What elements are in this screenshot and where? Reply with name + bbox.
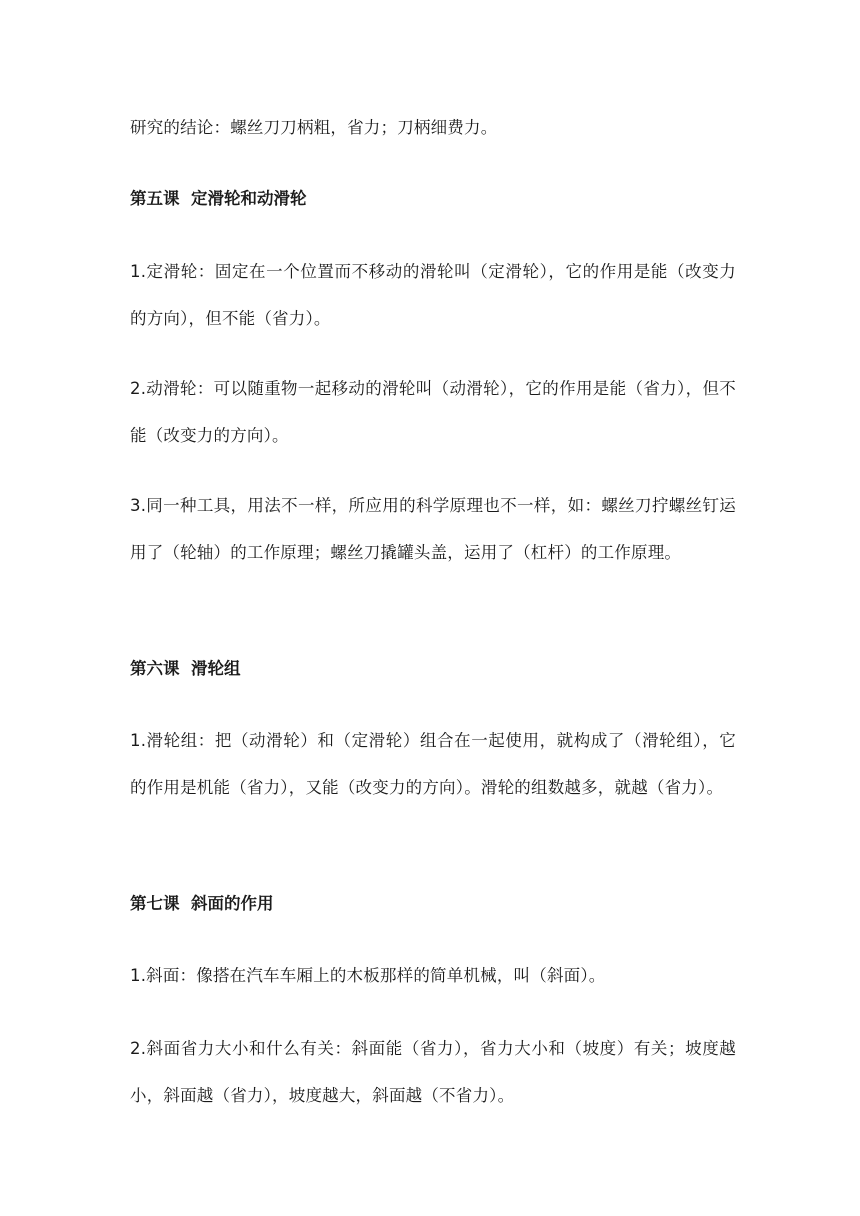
paragraph-fixed-pulley: 1.定滑轮：固定在一个位置而不移动的滑轮叫（定滑轮），它的作用是能（改变力的方向），但不能（省力）。 [130, 262, 736, 328]
paragraph-conclusion: 研究的结论：螺丝刀刀柄粗，省力；刀柄细费力。 [130, 118, 498, 137]
paragraph-inclined-plane-force: 2.斜面省力大小和什么有关：斜面能（省力），省力大小和（坡度）有关；坡度越小，斜面越（省力），坡度越大，斜面越（不省力）。 [130, 1039, 736, 1105]
paragraph-movable-pulley: 2.动滑轮：可以随重物一起移动的滑轮叫（动滑轮），它的作用是能（省力），但不能（改变力的方向）。 [130, 379, 736, 445]
heading-lesson-7: 第七课 斜面的作用 [130, 894, 274, 913]
paragraph-same-tool: 3.同一种工具，用法不一样，所应用的科学原理也不一样，如：螺丝刀拧螺丝钉运用了（轮轴）的工作原理；螺丝刀撬罐头盖，运用了（杠杆）的工作原理。 [130, 496, 736, 562]
paragraph-pulley-block: 1.滑轮组：把（动滑轮）和（定滑轮）组合在一起使用，就构成了（滑轮组），它的作用是机能（省力），又能（改变力的方向）。滑轮的组数越多，就越（省力）。 [130, 731, 736, 797]
heading-lesson-5: 第五课 定滑轮和动滑轮 [130, 189, 307, 208]
heading-lesson-6: 第六课 滑轮组 [130, 659, 241, 678]
paragraph-inclined-plane: 1.斜面：像搭在汽车车厢上的木板那样的简单机械，叫（斜面）。 [130, 966, 606, 985]
